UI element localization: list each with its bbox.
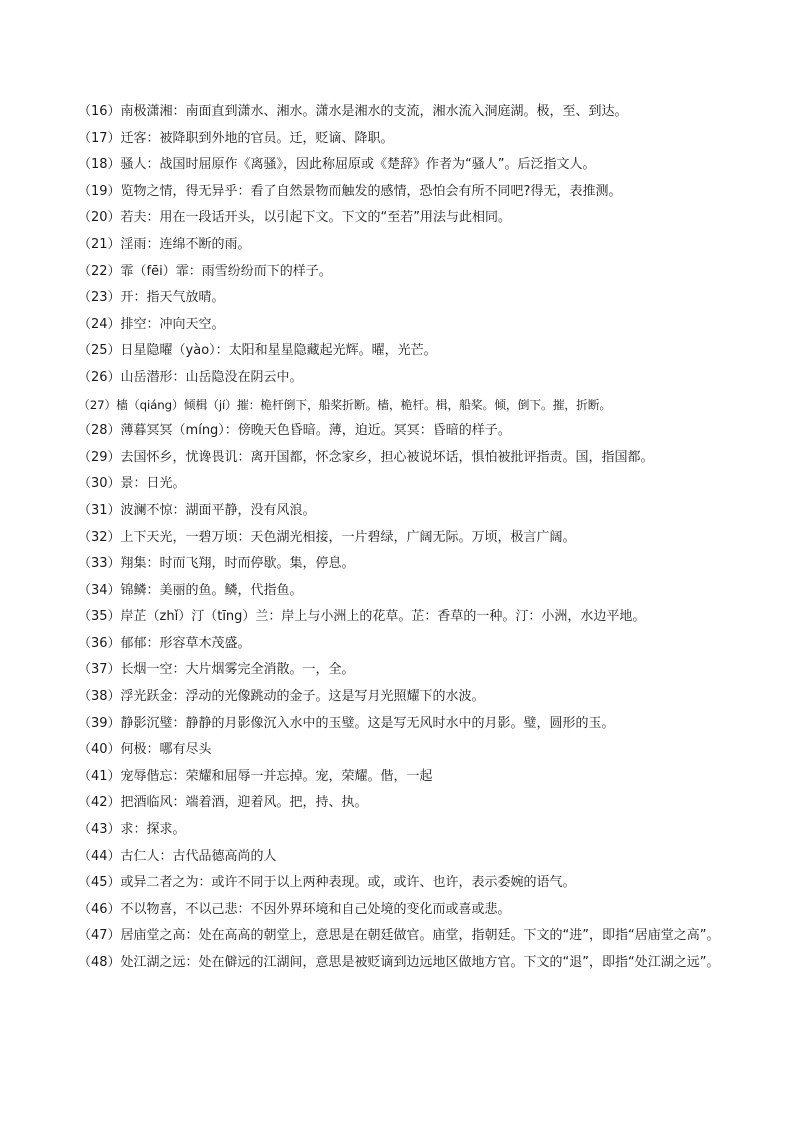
note-39: （39）静影沉璧：静静的月影像沉入水中的玉璧。这是写无风时水中的月影。璧，圆形的玉。 — [78, 715, 615, 731]
note-37: （37）长烟一空：大片烟雾完全消散。一，全。 — [78, 662, 355, 678]
note-38: （38）浮光跃金：浮动的光像跳动的金子。这是写月光照耀下的水波。 — [78, 689, 485, 705]
note-22: （22）霏（fēi）霏：雨雪纷纷而下的样子。 — [78, 263, 332, 279]
note-29: （29）去国怀乡，忧谗畏讥：离开国都，怀念家乡，担心被说坏话，惧怕被批评指责。国，指国都。 — [78, 449, 654, 465]
note-19: （19）览物之情，得无异乎：看了自然景物而触发的感情，恐怕会有所不同吧?得无，表推测。 — [78, 183, 622, 199]
note-17: （17）迁客：被降职到外地的官员。迁，贬谪、降职。 — [78, 130, 394, 146]
note-45: （45）或异二者之为：或许不同于以上两种表现。或，或许、也许，表示委婉的语气。 — [78, 875, 576, 891]
note-30: （30）景：日光。 — [78, 476, 186, 492]
note-44: （44）古仁人：古代品德高尚的人 — [78, 848, 277, 864]
note-36: （36）郁郁：形容草木茂盛。 — [78, 635, 251, 651]
note-32: （32）上下天光，一碧万顷：天色湖光相接，一片碧绿，广阔无际。万顷，极言广阔。 — [78, 529, 576, 545]
note-47: （47）居庙堂之高：处在高高的朝堂上，意思是在朝廷做官。庙堂，指朝廷。下文的“进”，即指“居庙堂之高”。 — [78, 928, 720, 944]
note-46: （46）不以物喜，不以己悲：不因外界环境和自己处境的变化而或喜或悲。 — [78, 901, 511, 917]
note-18: （18）骚人：战国时屈原作《离骚》，因此称屈原或《楚辞》作者为“骚人”。后泛指文人。 — [78, 157, 596, 173]
note-40: （40）何极：哪有尽头 — [78, 742, 212, 758]
note-27: （27）樯（qiáng）倾楫（jí）摧：桅杆倒下，船桨折断。樯，桅杆。楫，船桨。倾，倒下。摧，折断。 — [78, 397, 612, 412]
note-28: （28）薄暮冥冥（míng）：傍晚天色昏暗。薄，迫近。冥冥：昏暗的样子。 — [78, 423, 511, 439]
note-21: （21）淫雨：连绵不断的雨。 — [78, 236, 251, 252]
note-41: （41）宠辱偕忘：荣耀和屈辱一并忘掉。宠，荣耀。偕，一起 — [78, 768, 433, 784]
note-20: （20）若夫：用在一段话开头，以引起下文。下文的“至若”用法与此相同。 — [78, 210, 512, 226]
note-43: （43）求：探求。 — [78, 822, 186, 838]
annotation-list — [78, 99, 728, 977]
note-23: （23）开：指天气放晴。 — [78, 290, 225, 306]
note-34: （34）锦鳞：美丽的鱼。鳞，代指鱼。 — [78, 582, 303, 598]
note-16: （16）南极潇湘：南面直到潇水、湘水。潇水是湘水的支流，湘水流入洞庭湖。极，至、到达。 — [78, 104, 628, 119]
note-48: （48）处江湖之远：处在僻远的江湖间，意思是被贬谪到边远地区做地方官。下文的“退”，即指“处江湖之远”。 — [78, 955, 720, 970]
note-33: （33）翔集：时而飞翔，时而停歇。集，停息。 — [78, 556, 355, 572]
note-31: （31）波澜不惊：湖面平静，没有风浪。 — [78, 502, 316, 518]
note-24: （24）排空：冲向天空。 — [78, 316, 225, 332]
note-35: （35）岸芷（zhǐ）汀（tīng）兰：岸上与小洲上的花草。芷：香草的一种。汀：小洲，水边平地。 — [78, 609, 646, 625]
note-26: （26）山岳潜形：山岳隐没在阴云中。 — [78, 369, 303, 385]
note-42: （42）把酒临风：端着酒，迎着风。把，持、执。 — [78, 795, 368, 811]
note-25: （25）日星隐曜（yào）：太阳和星星隐藏起光辉。曜，光芒。 — [78, 343, 437, 359]
